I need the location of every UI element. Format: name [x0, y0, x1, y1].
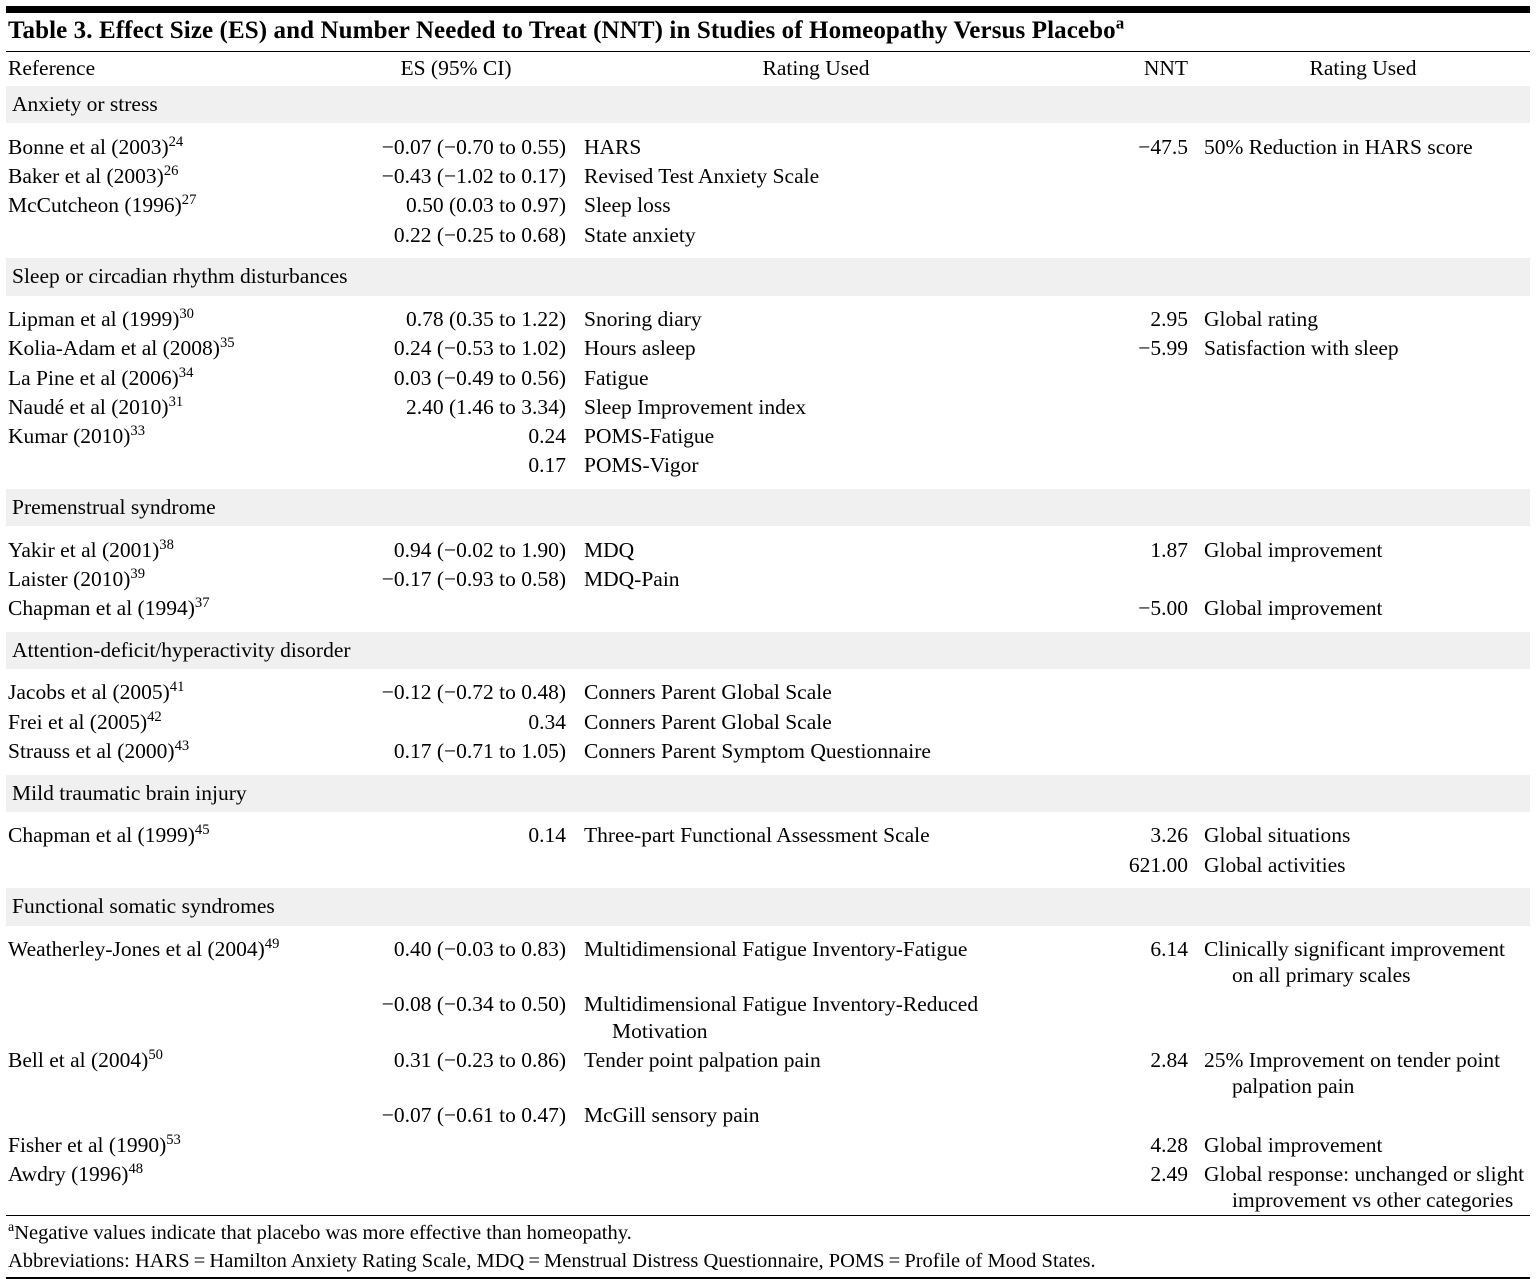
cell-reference: [6, 1101, 336, 1130]
page-title: [6, 13, 1530, 51]
footnote-a: [8, 1220, 1528, 1248]
reference-citation: 45: [194, 822, 210, 839]
cell-rating-used-1: [576, 392, 1056, 421]
cell-nnt: 621.00: [1128, 852, 1188, 877]
reference-citation: 24: [168, 133, 184, 150]
cell-rating-used-1: [576, 564, 1056, 593]
table-row: [6, 821, 1530, 850]
cell-nnt: −5.99: [1138, 336, 1188, 361]
column-header-nnt: NNT: [1143, 56, 1188, 81]
cell-reference: [6, 451, 336, 480]
cell-rating-used-2: [1196, 451, 1530, 480]
table-row: [6, 1101, 1530, 1130]
reference-citation: 30: [179, 305, 194, 322]
cell-nnt: 4.28: [1150, 1132, 1188, 1157]
cell-reference: [6, 707, 336, 736]
cell-rating-used-2: [1196, 162, 1530, 191]
cell-nnt: [1056, 363, 1196, 392]
cell-rating-used-1: [576, 162, 1056, 191]
row-spacer-cell: [6, 812, 1530, 821]
cell-effect-size: −0.08 (−0.34 to 0.50): [381, 992, 566, 1017]
rating-used-2-text: Clinically significant improvement on all primary scales: [1204, 937, 1505, 988]
rating-used-1-text: Sleep Improvement index: [584, 394, 807, 419]
rating-used-1-text: Hours asleep: [584, 336, 696, 361]
row-spacer: [6, 812, 1530, 821]
cell-effect-size: [336, 1130, 576, 1159]
cell-effect-size: 0.24: [528, 423, 566, 448]
reference-citation: 39: [130, 565, 145, 582]
cell-effect-size: [336, 594, 576, 623]
cell-rating-used-1: [576, 736, 1056, 765]
reference-citation: 38: [159, 536, 174, 553]
rating-used-1-text: Conners Parent Global Scale: [584, 709, 832, 734]
cell-reference: [6, 1045, 336, 1100]
rating-used-1-text: Multidimensional Fatigue Inventory-Reduced Motivation: [584, 992, 979, 1043]
rating-used-2-text: 50% Reduction in HARS score: [1204, 134, 1473, 159]
cell-reference: [6, 132, 336, 161]
rating-used-1-text: POMS-Fatigue: [584, 423, 715, 448]
row-spacer: [6, 296, 1530, 305]
cell-rating-used-1: [576, 990, 1056, 1045]
cell-rating-used-2: [1196, 1101, 1530, 1130]
group-header-row: [6, 775, 1530, 812]
cell-rating-used-2: [1196, 1045, 1530, 1100]
rating-used-1-text: MDQ-Pain: [584, 566, 680, 591]
cell-nnt: [1056, 451, 1196, 480]
cell-rating-used-1: [576, 305, 1056, 334]
reference-text: Jacobs et al (2005): [8, 680, 170, 705]
reference-text: Bonne et al (2003): [8, 134, 169, 159]
table-row: [6, 535, 1530, 564]
rating-used-1-text: Snoring diary: [584, 307, 702, 332]
cell-rating-used-2: [1196, 707, 1530, 736]
table-row: [6, 678, 1530, 707]
reference-text: Lipman et al (1999): [8, 307, 180, 332]
reference-text: Bell et al (2004): [8, 1047, 149, 1072]
cell-nnt: [1056, 990, 1196, 1045]
cell-reference: [6, 305, 336, 334]
title-footnote-marker: a: [1115, 13, 1125, 33]
cell-nnt: 1.87: [1150, 537, 1188, 562]
reference-citation: 49: [264, 935, 280, 952]
table-row: [6, 990, 1530, 1045]
column-header-reference: Reference: [8, 56, 96, 81]
cell-rating-used-1: [576, 191, 1056, 220]
table-row: [6, 1159, 1530, 1214]
cell-rating-used-2: [1196, 421, 1530, 450]
table-row: [6, 594, 1530, 623]
header-row: [6, 52, 1530, 86]
cell-rating-used-1: [576, 594, 1056, 623]
cell-rating-used-2: [1196, 990, 1530, 1045]
rating-used-1-text: Conners Parent Global Scale: [584, 680, 832, 705]
cell-effect-size: 0.22 (−0.25 to 0.68): [393, 222, 566, 247]
reference-text: La Pine et al (2006): [8, 365, 179, 390]
reference-text: Weatherley-Jones et al (2004): [8, 937, 265, 961]
table-row: [6, 392, 1530, 421]
group-label: Premenstrual syndrome: [6, 489, 1530, 526]
cell-reference: [6, 162, 336, 191]
cell-rating-used-2: [1196, 132, 1530, 161]
cell-reference: [6, 1130, 336, 1159]
cell-rating-used-1: [576, 1045, 1056, 1100]
reference-text: Frei et al (2005): [8, 709, 148, 734]
rating-used-2-text: Global improvement: [1204, 537, 1383, 562]
cell-rating-used-2: [1196, 564, 1530, 593]
footnotes: [6, 1216, 1530, 1277]
cell-nnt: [1056, 707, 1196, 736]
rating-used-2-text: 25% Improvement on tender point palpation pain: [1204, 1047, 1501, 1099]
group-label: Attention-deficit/hyperactivity disorder: [6, 632, 1530, 669]
cell-rating-used-2: [1196, 850, 1530, 879]
reference-text: Fisher et al (1990): [8, 1132, 167, 1157]
rating-used-1-text: HARS: [584, 134, 642, 159]
table-row: [6, 935, 1530, 990]
group-header-row: [6, 258, 1530, 295]
cell-nnt: −47.5: [1138, 134, 1188, 159]
cell-rating-used-1: [576, 421, 1056, 450]
rating-used-2-text: Global improvement: [1204, 596, 1383, 621]
cell-rating-used-1: [576, 1101, 1056, 1130]
cell-effect-size: −0.17 (−0.93 to 0.58): [381, 566, 566, 591]
cell-rating-used-2: [1196, 363, 1530, 392]
cell-effect-size: 0.03 (−0.49 to 0.56): [393, 365, 566, 390]
rating-used-2-text: Global activities: [1204, 852, 1346, 877]
cell-reference: [6, 535, 336, 564]
table-row: [6, 707, 1530, 736]
reference-text: McCutcheon (1996): [8, 193, 182, 218]
rating-used-1-text: McGill sensory pain: [584, 1103, 760, 1128]
reference-text: Chapman et al (1994): [8, 596, 195, 621]
rating-used-1-text: Sleep loss: [584, 193, 671, 218]
reference-text: Laister (2010): [8, 566, 131, 591]
cell-rating-used-2: [1196, 334, 1530, 363]
table-row: [6, 162, 1530, 191]
cell-rating-used-1: [576, 535, 1056, 564]
cell-rating-used-2: [1196, 535, 1530, 564]
cell-nnt: [1056, 392, 1196, 421]
group-header-row: [6, 888, 1530, 925]
table-row: [6, 850, 1530, 879]
cell-rating-used-1: [576, 678, 1056, 707]
group-label: Sleep or circadian rhythm disturbances: [6, 258, 1530, 295]
row-spacer: [6, 480, 1530, 489]
cell-nnt: [1056, 162, 1196, 191]
reference-text: Baker et al (2003): [8, 164, 164, 189]
reference-text: Naudé et al (2010): [8, 394, 169, 419]
rating-used-1-text: Multidimensional Fatigue Inventory-Fatigue: [584, 937, 968, 961]
cell-reference: [6, 392, 336, 421]
reference-citation: 26: [163, 163, 179, 180]
cell-rating-used-1: [576, 363, 1056, 392]
cell-rating-used-2: [1196, 1130, 1530, 1159]
table-row: [6, 132, 1530, 161]
cell-reference: [6, 421, 336, 450]
cell-nnt: [1056, 191, 1196, 220]
reference-citation: 42: [147, 708, 162, 725]
row-spacer: [6, 526, 1530, 535]
group-header-row: [6, 86, 1530, 123]
reference-text: Strauss et al (2000): [8, 738, 175, 763]
page-title-text: Table 3. Effect Size (ES) and Number Needed to Treat (NNT) in Studies of Homeopathy Versus Placebo: [8, 17, 1116, 44]
cell-nnt: [1056, 736, 1196, 765]
table-page: [0, 6, 1536, 1279]
top-rule: [6, 6, 1530, 13]
cell-rating-used-2: [1196, 220, 1530, 249]
reference-citation: 37: [194, 594, 210, 611]
cell-effect-size: 0.34: [528, 709, 566, 734]
row-spacer-cell: [6, 669, 1530, 678]
reference-citation: 48: [128, 1160, 144, 1177]
cell-rating-used-2: [1196, 594, 1530, 623]
cell-effect-size: −0.07 (−0.61 to 0.47): [381, 1103, 566, 1128]
cell-effect-size: [336, 850, 576, 879]
reference-citation: 33: [130, 422, 146, 439]
cell-rating-used-2: [1196, 736, 1530, 765]
cell-effect-size: −0.07 (−0.70 to 0.55): [381, 134, 566, 159]
cell-rating-used-1: [576, 821, 1056, 850]
reference-citation: 41: [169, 679, 185, 696]
cell-reference: [6, 1159, 336, 1214]
cell-nnt: 2.95: [1150, 307, 1188, 332]
cell-rating-used-1: [576, 850, 1056, 879]
group-label: Functional somatic syndromes: [6, 888, 1530, 925]
table-row: [6, 564, 1530, 593]
reference-citation: 27: [181, 192, 197, 209]
cell-nnt: −5.00: [1138, 596, 1188, 621]
rating-used-1-text: Fatigue: [584, 365, 649, 390]
row-spacer-cell: [6, 296, 1530, 305]
column-header-rating-used-2: Rating Used: [1309, 56, 1417, 81]
cell-reference: [6, 220, 336, 249]
reference-text: Kolia-Adam et al (2008): [8, 336, 220, 361]
table-body: [6, 86, 1530, 1214]
cell-rating-used-2: [1196, 1159, 1530, 1214]
cell-effect-size: 2.40 (1.46 to 3.34): [405, 394, 566, 419]
row-spacer: [6, 926, 1530, 935]
group-label: Mild traumatic brain injury: [6, 775, 1530, 812]
reference-citation: 53: [166, 1131, 181, 1148]
cell-reference: [6, 935, 336, 990]
row-spacer: [6, 623, 1530, 632]
table-row: [6, 1045, 1530, 1100]
cell-effect-size: 0.17: [528, 453, 566, 478]
cell-nnt: 6.14: [1150, 937, 1188, 961]
table-row: [6, 191, 1530, 220]
row-spacer-cell: [6, 526, 1530, 535]
cell-effect-size: 0.40 (−0.03 to 0.83): [393, 937, 566, 961]
column-header-rating-used-1: Rating Used: [762, 56, 870, 81]
footnote-a-text: Negative values indicate that placebo was more effective than homeopathy.: [14, 1222, 632, 1245]
rating-used-1-text: State anxiety: [584, 222, 696, 247]
reference-text: Chapman et al (1999): [8, 823, 195, 848]
rating-used-1-text: Revised Test Anxiety Scale: [584, 164, 820, 189]
cell-effect-size: −0.43 (−1.02 to 0.17): [381, 164, 566, 189]
row-spacer-cell: [6, 766, 1530, 775]
rating-used-2-text: Global response: unchanged or slight improvement vs other categories: [1204, 1161, 1525, 1212]
table-row: [6, 305, 1530, 334]
reference-citation: 43: [174, 737, 190, 754]
cell-effect-size: 0.94 (−0.02 to 1.90): [393, 537, 566, 562]
row-spacer-cell: [6, 879, 1530, 888]
cell-reference: [6, 564, 336, 593]
rating-used-1-text: MDQ: [584, 537, 635, 562]
rating-used-1-text: Tender point palpation pain: [584, 1047, 821, 1072]
cell-nnt: [1056, 678, 1196, 707]
cell-effect-size: [336, 1159, 576, 1214]
cell-nnt: 3.26: [1150, 823, 1188, 848]
table-row: [6, 220, 1530, 249]
cell-effect-size: 0.31 (−0.23 to 0.86): [393, 1047, 566, 1072]
group-label: Anxiety or stress: [6, 86, 1530, 123]
cell-rating-used-2: [1196, 821, 1530, 850]
rating-used-1-text: Conners Parent Symptom Questionnaire: [584, 738, 931, 763]
cell-rating-used-2: [1196, 305, 1530, 334]
table-row: [6, 421, 1530, 450]
cell-reference: [6, 678, 336, 707]
reference-text: Kumar (2010): [8, 423, 131, 448]
reference-text: Yakir et al (2001): [8, 537, 160, 562]
cell-effect-size: 0.24 (−0.53 to 1.02): [393, 336, 566, 361]
cell-reference: [6, 821, 336, 850]
row-spacer-cell: [6, 249, 1530, 258]
row-spacer-cell: [6, 926, 1530, 935]
cell-nnt: 2.84: [1150, 1047, 1188, 1072]
footnote-a-marker: a: [8, 1220, 15, 1236]
reference-citation: 34: [178, 364, 194, 381]
table-row: [6, 451, 1530, 480]
cell-effect-size: 0.14: [528, 823, 566, 848]
reference-citation: 31: [168, 393, 184, 410]
table-row: [6, 736, 1530, 765]
table-row: [6, 363, 1530, 392]
data-table: [6, 52, 1530, 1214]
cell-nnt: [1056, 421, 1196, 450]
row-spacer: [6, 249, 1530, 258]
rating-used-2-text: Global rating: [1204, 307, 1319, 332]
cell-rating-used-2: [1196, 678, 1530, 707]
cell-effect-size: 0.17 (−0.71 to 1.05): [393, 738, 566, 763]
rating-used-2-text: Satisfaction with sleep: [1204, 336, 1399, 361]
cell-reference: [6, 594, 336, 623]
group-header-row: [6, 489, 1530, 526]
cell-reference: [6, 850, 336, 879]
cell-rating-used-1: [576, 1130, 1056, 1159]
cell-effect-size: −0.12 (−0.72 to 0.48): [381, 680, 566, 705]
cell-reference: [6, 990, 336, 1045]
cell-rating-used-2: [1196, 191, 1530, 220]
cell-nnt: [1056, 1101, 1196, 1130]
cell-rating-used-1: [576, 132, 1056, 161]
row-spacer: [6, 669, 1530, 678]
reference-citation: 50: [148, 1046, 163, 1063]
cell-effect-size: 0.78 (0.35 to 1.22): [405, 307, 566, 332]
table-row: [6, 334, 1530, 363]
cell-rating-used-1: [576, 220, 1056, 249]
rating-used-1-text: Three-part Functional Assessment Scale: [584, 823, 930, 848]
rating-used-2-text: Global improvement: [1204, 1132, 1383, 1157]
cell-rating-used-2: [1196, 935, 1530, 990]
footnote-abbreviations: Abbreviations: HARS = Hamilton Anxiety Rating Scale, MDQ = Menstrual Distress Questionnaire, POMS = Profile of Mood States.: [8, 1249, 1096, 1272]
row-spacer: [6, 123, 1530, 132]
rating-used-1-text: POMS-Vigor: [584, 453, 699, 478]
cell-nnt: 2.49: [1150, 1161, 1188, 1186]
reference-text: Awdry (1996): [8, 1161, 129, 1186]
cell-rating-used-1: [576, 707, 1056, 736]
cell-reference: [6, 736, 336, 765]
row-spacer-cell: [6, 480, 1530, 489]
cell-rating-used-1: [576, 334, 1056, 363]
cell-rating-used-2: [1196, 392, 1530, 421]
rating-used-2-text: Global situations: [1204, 823, 1351, 848]
cell-rating-used-1: [576, 935, 1056, 990]
row-spacer: [6, 879, 1530, 888]
cell-nnt: [1056, 564, 1196, 593]
reference-citation: 35: [219, 335, 235, 352]
cell-rating-used-1: [576, 1159, 1056, 1214]
cell-rating-used-1: [576, 451, 1056, 480]
table-row: [6, 1130, 1530, 1159]
cell-reference: [6, 363, 336, 392]
cell-nnt: [1056, 220, 1196, 249]
row-spacer-cell: [6, 623, 1530, 632]
cell-reference: [6, 191, 336, 220]
row-spacer: [6, 766, 1530, 775]
row-spacer-cell: [6, 123, 1530, 132]
table-head: [6, 52, 1530, 86]
column-header-es: ES (95% CI): [400, 56, 512, 81]
cell-effect-size: 0.50 (0.03 to 0.97): [405, 193, 566, 218]
cell-reference: [6, 334, 336, 363]
group-header-row: [6, 632, 1530, 669]
